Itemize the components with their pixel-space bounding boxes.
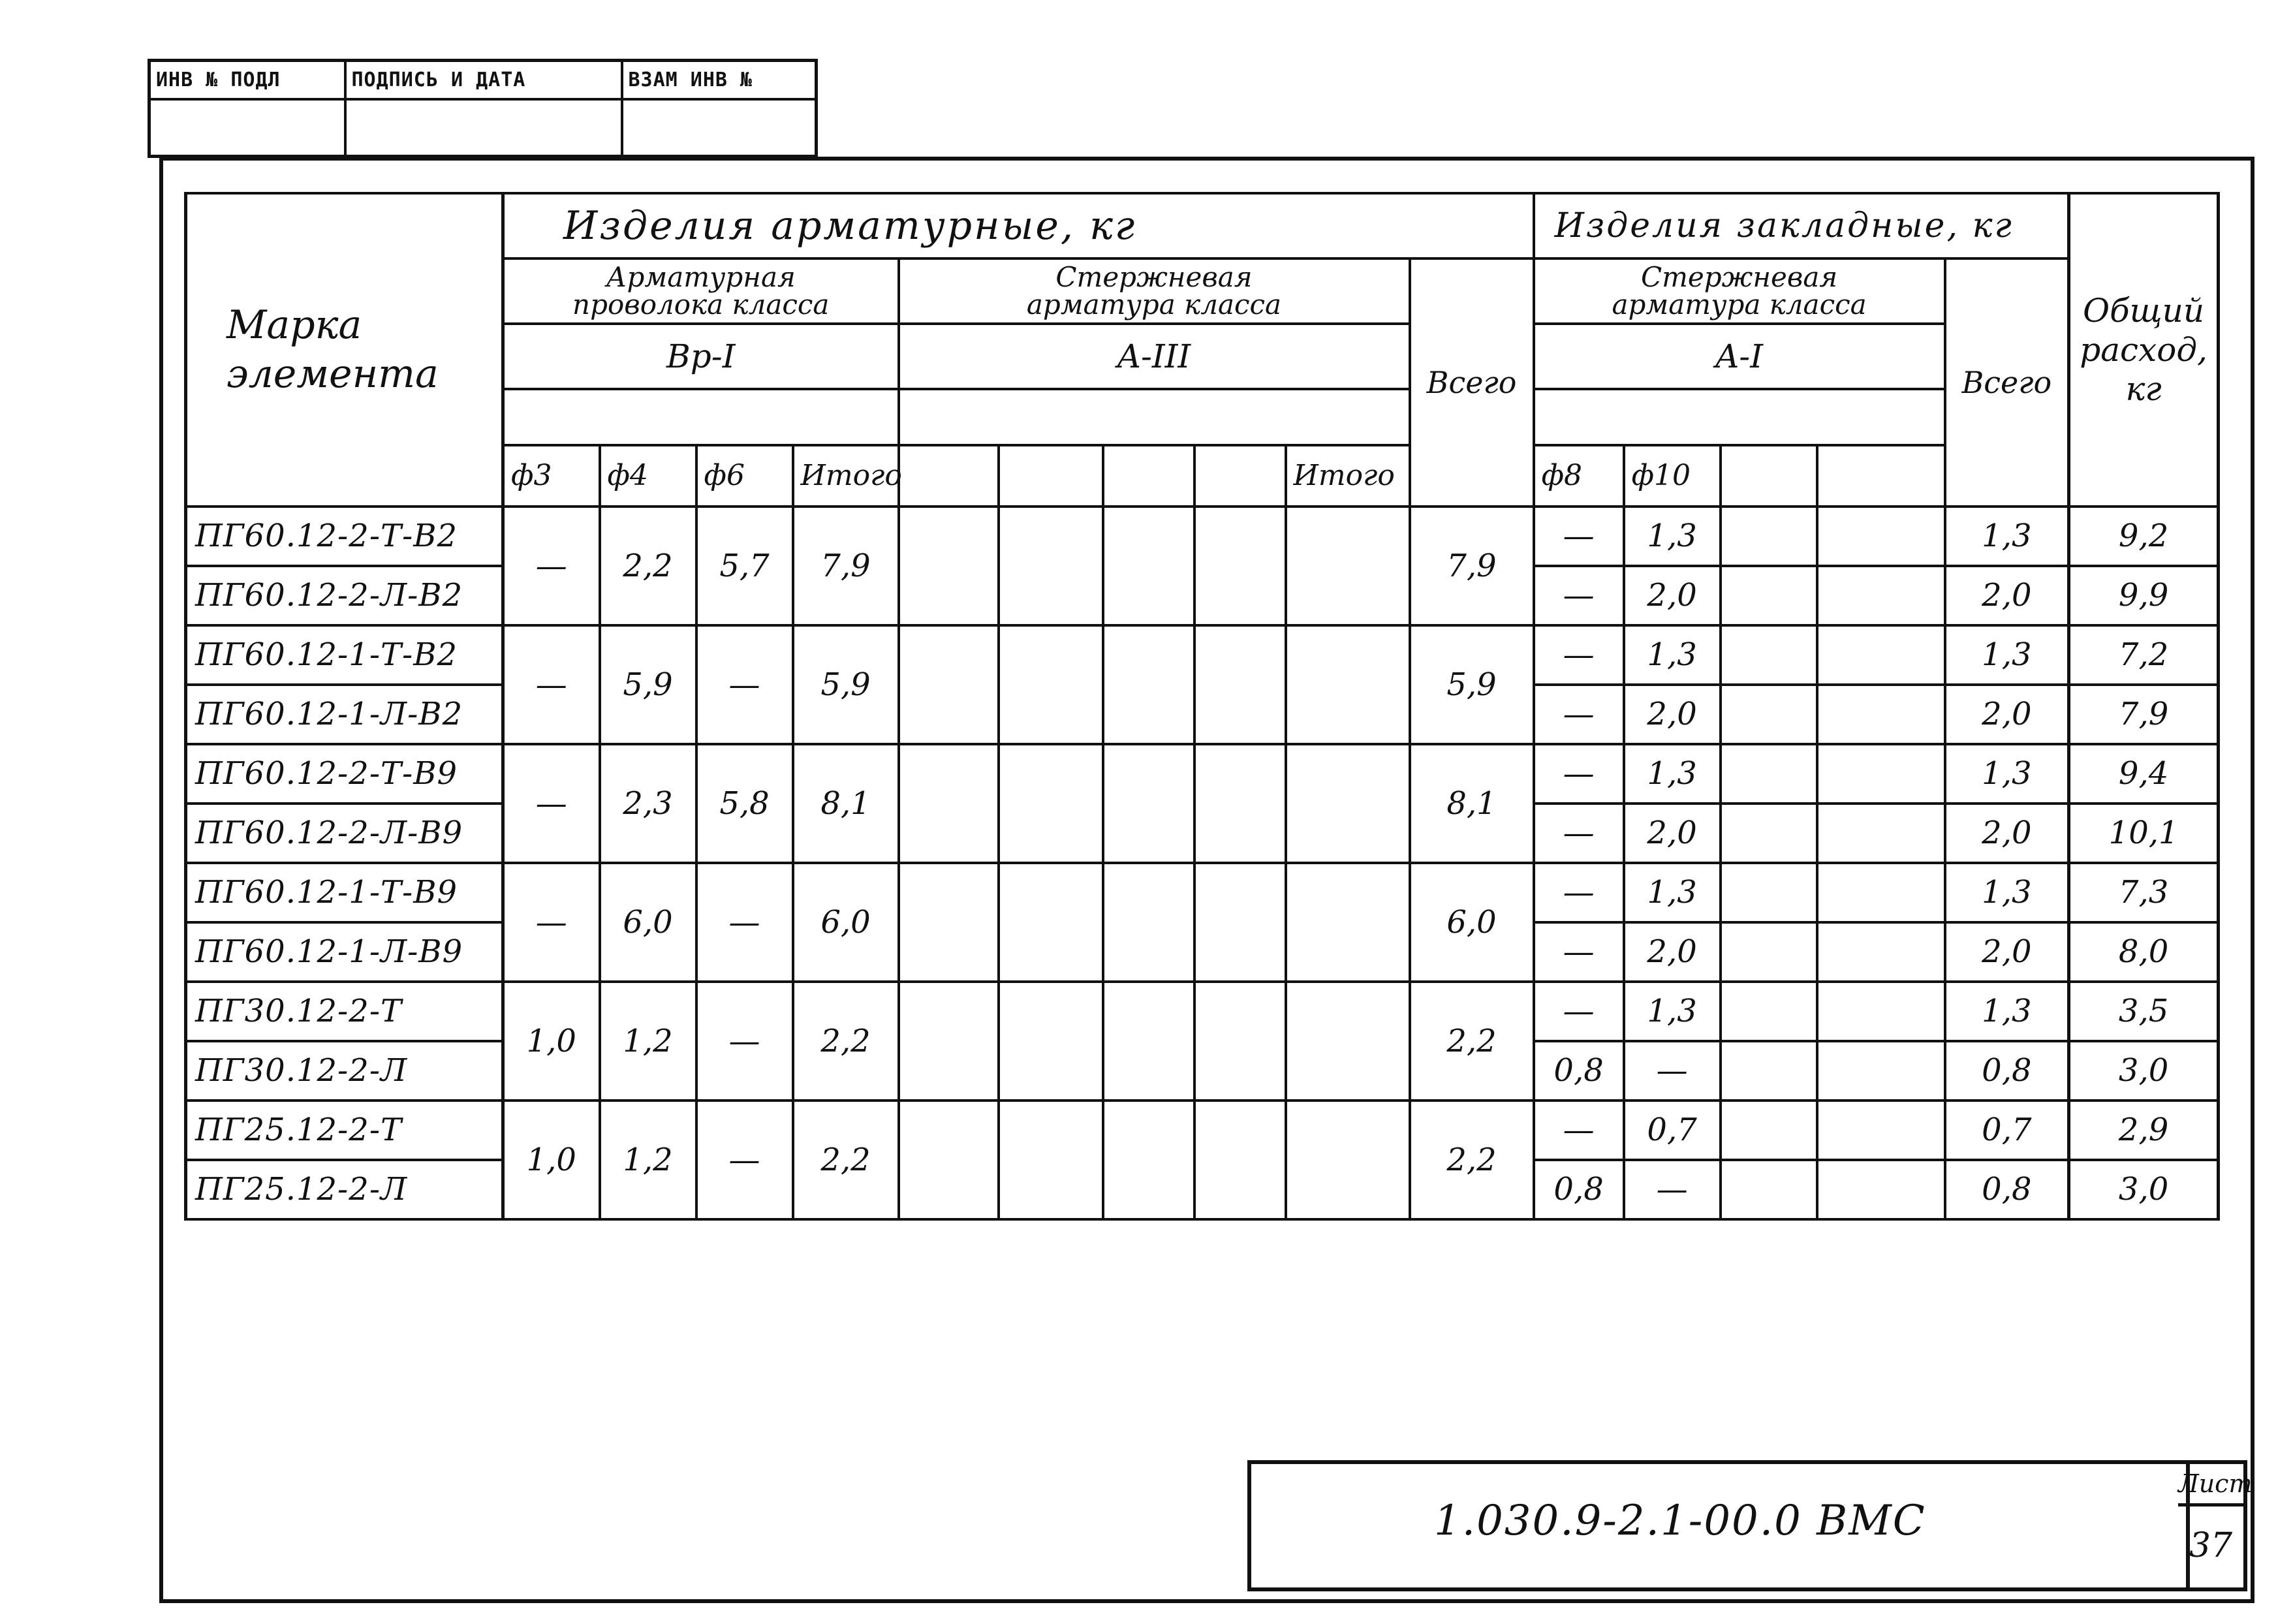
cell-vsego-embed: 2,0 [1945, 922, 2069, 982]
approval-stamp [148, 59, 818, 158]
cell-d8: — [1534, 566, 1624, 625]
cell-embed-empty [1721, 922, 1817, 982]
cell-mark: ПГ30.12-2-Т [186, 982, 503, 1041]
cell-d10: 0,7 [1624, 1101, 1721, 1160]
cell-vsego-reinf: 2,2 [1410, 1101, 1534, 1219]
cell-bar-empty [1103, 863, 1194, 982]
stamp-inv-podl-label: ИНВ № ПОДЛ [149, 61, 345, 100]
cell-d3: — [503, 863, 600, 982]
cell-bar-empty [899, 863, 999, 982]
header-itogo-bar: Итого [1286, 445, 1410, 507]
cell-vsego-embed: 1,3 [1945, 507, 2069, 566]
cell-bar-empty [1194, 863, 1286, 982]
cell-d8: — [1534, 744, 1624, 804]
cell-mark: ПГ25.12-2-Л [186, 1160, 503, 1219]
header-itogo-wire: Итого [793, 445, 899, 507]
cell-bar-empty [1286, 982, 1410, 1101]
cell-embed-empty [1817, 507, 1945, 566]
header-d6: ф6 [696, 445, 793, 507]
cell-embed-empty [1721, 804, 1817, 863]
cell-total: 9,9 [2069, 566, 2219, 625]
cell-d4: 2,3 [600, 744, 696, 863]
cell-embed-empty [1817, 685, 1945, 744]
cell-bar-empty [1286, 625, 1410, 744]
cell-embed-empty [1721, 863, 1817, 922]
cell-d3: — [503, 625, 600, 744]
cell-embed-empty [1721, 744, 1817, 804]
cell-embed-empty [1721, 1160, 1817, 1219]
cell-embed-empty [1721, 507, 1817, 566]
cell-bar-empty [1194, 625, 1286, 744]
cell-d8: 0,8 [1534, 1041, 1624, 1101]
header-vsego-reinf: Всего [1410, 258, 1534, 507]
cell-bar-empty [1286, 1101, 1410, 1219]
cell-bar-empty [1103, 507, 1194, 625]
cell-embed-empty [1817, 922, 1945, 982]
header-d8: ф8 [1534, 445, 1624, 507]
cell-embed-empty [1721, 625, 1817, 685]
cell-d10: 2,0 [1624, 685, 1721, 744]
stamp-vzam-inv-label: ВЗАМ ИНВ № [622, 61, 817, 100]
table-row [186, 982, 2219, 1041]
cell-bar-empty [1194, 1101, 1286, 1219]
title-block [1247, 1460, 2190, 1591]
cell-bar-empty [999, 744, 1103, 863]
cell-itogo-wire: 8,1 [793, 744, 899, 863]
cell-vsego-embed: 2,0 [1945, 804, 2069, 863]
header-d10: ф10 [1624, 445, 1721, 507]
stamp-signature-date-label: ПОДПИСЬ И ДАТА [345, 61, 622, 100]
cell-d3: 1,0 [503, 982, 600, 1101]
cell-mark: ПГ60.12-2-Л-В9 [186, 804, 503, 863]
cell-total: 10,1 [2069, 804, 2219, 863]
cell-vsego-reinf: 8,1 [1410, 744, 1534, 863]
cell-embed-empty [1721, 685, 1817, 744]
cell-d8: — [1534, 804, 1624, 863]
header-class-embed: A-I [1534, 324, 1945, 389]
cell-bar-empty [899, 744, 999, 863]
header-embed-col-3 [1721, 445, 1817, 507]
cell-embed-empty [1817, 863, 1945, 922]
cell-d6: — [696, 625, 793, 744]
cell-vsego-embed: 0,8 [1945, 1160, 2069, 1219]
header-embed-col-4 [1817, 445, 1945, 507]
cell-d10: 2,0 [1624, 566, 1721, 625]
cell-d6: 5,8 [696, 744, 793, 863]
header-bar-col-1 [899, 445, 999, 507]
cell-bar-empty [1103, 1101, 1194, 1219]
header-bar-col-3 [1103, 445, 1194, 507]
cell-mark: ПГ60.12-1-Л-В9 [186, 922, 503, 982]
cell-mark: ПГ60.12-1-Л-В2 [186, 685, 503, 744]
cell-mark: ПГ60.12-1-Т-В9 [186, 863, 503, 922]
sheet-label: Лист [2178, 1464, 2243, 1507]
cell-d3: 1,0 [503, 1101, 600, 1219]
header-blank-wire [503, 389, 899, 445]
cell-vsego-embed: 1,3 [1945, 863, 2069, 922]
cell-itogo-wire: 2,2 [793, 1101, 899, 1219]
cell-embed-empty [1817, 744, 1945, 804]
table-row [186, 625, 2219, 685]
cell-d3: — [503, 744, 600, 863]
stamp-inv-podl-field [149, 99, 345, 157]
cell-vsego-embed: 1,3 [1945, 625, 2069, 685]
cell-d4: 5,9 [600, 625, 696, 744]
cell-d6: 5,7 [696, 507, 793, 625]
cell-mark: ПГ30.12-2-Л [186, 1041, 503, 1101]
cell-total: 3,5 [2069, 982, 2219, 1041]
cell-embed-empty [1721, 1041, 1817, 1101]
cell-itogo-wire: 2,2 [793, 982, 899, 1101]
cell-vsego-embed: 1,3 [1945, 744, 2069, 804]
header-class-bar: A-III [899, 324, 1410, 389]
cell-total: 3,0 [2069, 1160, 2219, 1219]
stamp-signature-date-field [345, 99, 622, 157]
header-bar-col-4 [1194, 445, 1286, 507]
cell-bar-empty [1103, 982, 1194, 1101]
cell-bar-empty [899, 1101, 999, 1219]
cell-vsego-embed: 0,8 [1945, 1041, 2069, 1101]
cell-vsego-reinf: 7,9 [1410, 507, 1534, 625]
cell-bar-empty [999, 1101, 1103, 1219]
cell-vsego-reinf: 5,9 [1410, 625, 1534, 744]
cell-d8: — [1534, 625, 1624, 685]
cell-bar-empty [899, 507, 999, 625]
cell-bar-empty [999, 982, 1103, 1101]
cell-total: 8,0 [2069, 922, 2219, 982]
header-d4: ф4 [600, 445, 696, 507]
header-bar-col-2 [999, 445, 1103, 507]
cell-itogo-wire: 6,0 [793, 863, 899, 982]
header-vsego-embed: Всего [1945, 258, 2069, 507]
header-class-wire: Вр-I [503, 324, 899, 389]
cell-embed-empty [1817, 1101, 1945, 1160]
cell-vsego-embed: 2,0 [1945, 685, 2069, 744]
cell-d10: 2,0 [1624, 804, 1721, 863]
cell-embed-empty [1817, 625, 1945, 685]
cell-d3: — [503, 507, 600, 625]
cell-mark: ПГ60.12-2-Л-В2 [186, 566, 503, 625]
table-row [186, 1101, 2219, 1160]
cell-embed-empty [1721, 982, 1817, 1041]
cell-vsego-embed: 0,7 [1945, 1101, 2069, 1160]
header-total-consumption: Общий расход, кг [2069, 193, 2219, 507]
cell-d10: — [1624, 1041, 1721, 1101]
cell-itogo-wire: 7,9 [793, 507, 899, 625]
cell-vsego-embed: 1,3 [1945, 982, 2069, 1041]
cell-total: 7,3 [2069, 863, 2219, 922]
cell-total: 3,0 [2069, 1041, 2219, 1101]
cell-d10: 1,3 [1624, 982, 1721, 1041]
cell-embed-empty [1721, 1101, 1817, 1160]
cell-mark: ПГ60.12-2-Т-В2 [186, 507, 503, 566]
cell-embed-empty [1817, 1160, 1945, 1219]
cell-d8: — [1534, 685, 1624, 744]
materials-table [184, 192, 2220, 1221]
header-bar-class: Стержневая арматура класса [899, 258, 1410, 324]
cell-bar-empty [1286, 863, 1410, 982]
cell-total: 7,9 [2069, 685, 2219, 744]
cell-bar-empty [999, 507, 1103, 625]
sheet-number-box [2178, 1460, 2253, 1591]
header-reinforcing-products: Изделия арматурные, кг [503, 193, 1534, 258]
cell-vsego-embed: 2,0 [1945, 566, 2069, 625]
cell-bar-empty [1194, 982, 1286, 1101]
cell-d6: — [696, 863, 793, 982]
header-blank-bar [899, 389, 1410, 445]
cell-bar-empty [899, 982, 999, 1101]
header-embed-bar-class: Стержневая арматура класса [1534, 258, 1945, 324]
cell-bar-empty [1286, 507, 1410, 625]
cell-bar-empty [1103, 625, 1194, 744]
cell-total: 9,2 [2069, 507, 2219, 566]
cell-total: 7,2 [2069, 625, 2219, 685]
header-mark: Марка элемента [186, 193, 503, 507]
table-row [186, 507, 2219, 566]
cell-mark: ПГ25.12-2-Т [186, 1101, 503, 1160]
cell-embed-empty [1817, 982, 1945, 1041]
table-row [186, 744, 2219, 804]
cell-embed-empty [1817, 804, 1945, 863]
cell-bar-empty [899, 625, 999, 744]
cell-bar-empty [999, 625, 1103, 744]
cell-embed-empty [1721, 566, 1817, 625]
cell-d8: 0,8 [1534, 1160, 1624, 1219]
document-code: 1.030.9-2.1-00.0 ВМС [1434, 1497, 1926, 1545]
cell-bar-empty [1194, 744, 1286, 863]
sheet-number: 37 [2189, 1526, 2233, 1565]
cell-mark: ПГ60.12-1-Т-В2 [186, 625, 503, 685]
cell-embed-empty [1817, 566, 1945, 625]
cell-d10: 2,0 [1624, 922, 1721, 982]
cell-d8: — [1534, 982, 1624, 1041]
cell-d10: — [1624, 1160, 1721, 1219]
cell-vsego-reinf: 6,0 [1410, 863, 1534, 982]
cell-bar-empty [1286, 744, 1410, 863]
cell-d6: — [696, 1101, 793, 1219]
cell-vsego-reinf: 2,2 [1410, 982, 1534, 1101]
cell-d8: — [1534, 863, 1624, 922]
header-d3: ф3 [503, 445, 600, 507]
header-wire-class: Арматурная проволока класса [503, 258, 899, 324]
cell-mark: ПГ60.12-2-Т-В9 [186, 744, 503, 804]
table-row [186, 863, 2219, 922]
cell-d4: 1,2 [600, 982, 696, 1101]
cell-d4: 6,0 [600, 863, 696, 982]
header-embedded-products: Изделия закладные, кг [1534, 193, 2069, 258]
cell-bar-empty [999, 863, 1103, 982]
cell-d10: 1,3 [1624, 744, 1721, 804]
cell-d4: 2,2 [600, 507, 696, 625]
cell-total: 2,9 [2069, 1101, 2219, 1160]
cell-d4: 1,2 [600, 1101, 696, 1219]
cell-total: 9,4 [2069, 744, 2219, 804]
stamp-vzam-inv-field [622, 99, 817, 157]
cell-d6: — [696, 982, 793, 1101]
cell-itogo-wire: 5,9 [793, 625, 899, 744]
header-blank-embed [1534, 389, 1945, 445]
cell-bar-empty [1194, 507, 1286, 625]
cell-d8: — [1534, 1101, 1624, 1160]
cell-d10: 1,3 [1624, 863, 1721, 922]
cell-d8: — [1534, 922, 1624, 982]
cell-d10: 1,3 [1624, 625, 1721, 685]
cell-d8: — [1534, 507, 1624, 566]
cell-embed-empty [1817, 1041, 1945, 1101]
cell-bar-empty [1103, 744, 1194, 863]
cell-d10: 1,3 [1624, 507, 1721, 566]
